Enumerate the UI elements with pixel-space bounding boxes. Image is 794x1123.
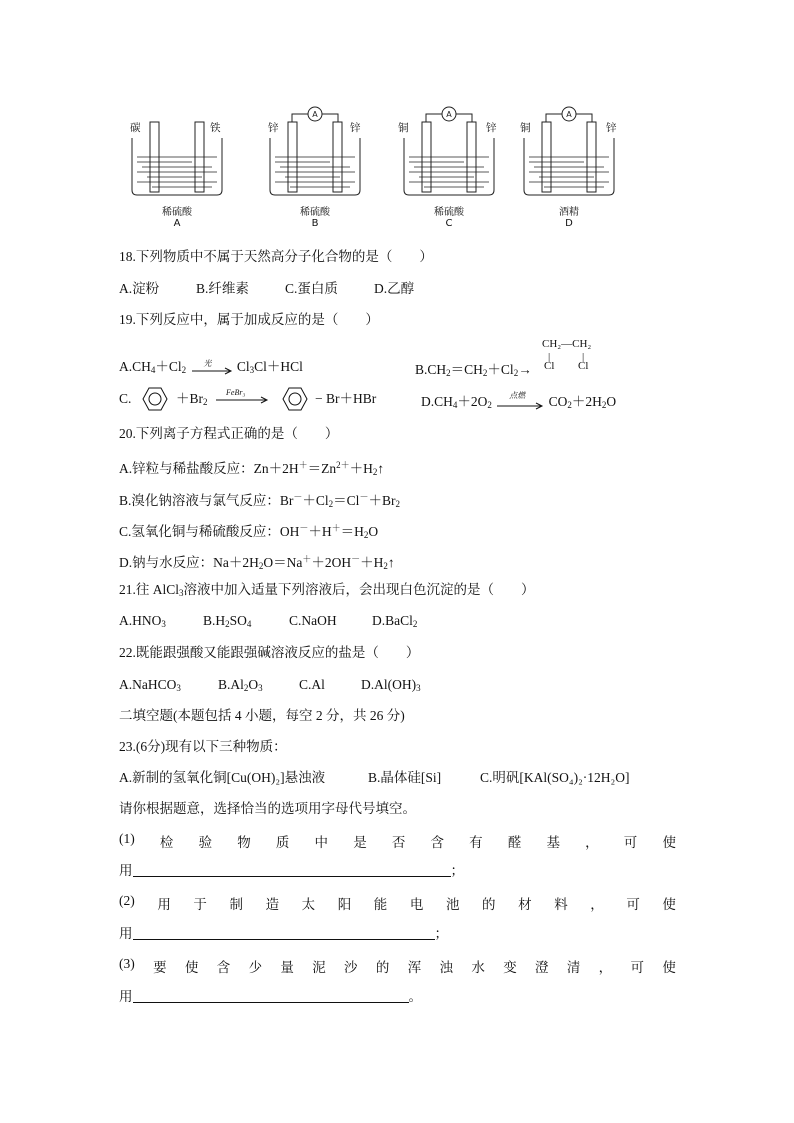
beaker-a — [132, 122, 222, 195]
letter-b: B — [311, 218, 319, 229]
q23-item-1-char: 检 — [159, 835, 174, 850]
q22-stem: 22.既能跟强酸又能跟强碱溶液反应的盐是（ ） — [119, 645, 420, 660]
beaker-d — [524, 107, 614, 195]
q21-stem: 21.往 AlCl$_3$溶液中加入适量下列溶液后，会出现白色沉淀的是（ ） — [119, 582, 535, 598]
solution-b: 稀硫酸 — [300, 207, 330, 218]
q23-item-3-char: 的 — [375, 960, 390, 975]
q23-item-1-char: 质 — [275, 835, 290, 850]
benzene-ring-icon — [275, 386, 315, 412]
q21-option-d: D.BaCl$_2$ — [372, 613, 418, 629]
q23-option-b: B.晶体硅[Si] — [368, 770, 442, 785]
q22-option-b: $B.Al_2O_3$ — [218, 677, 263, 693]
q19-option-d: $D.CH_4+2O_2$ 点燃 $CO_2+2H_2O$ — [421, 390, 617, 410]
answer-blank-3[interactable] — [133, 989, 409, 1003]
q19-option-b: CH₂—CH₂ $B.CH_2=CH_2+Cl_2\to$ | | Cl Cl — [415, 338, 592, 378]
q20-stem: 20.下列离子方程式正确的是（ ） — [119, 426, 339, 441]
q23-item-1-char: 含 — [430, 835, 444, 850]
answer-blank-2[interactable] — [133, 926, 435, 940]
electrode-a-right: 铁 — [210, 122, 221, 134]
q22-option-a: A.NaHCO$_3$ — [119, 677, 181, 693]
q19-option-a: $A.CH_4+Cl_2$ 光 $Cl_3Cl+HCl$ — [119, 358, 303, 375]
q23-item-3-char: 浊 — [439, 960, 454, 975]
meter-label-b: A — [312, 110, 318, 119]
q23-item-3-char: 澄 — [535, 960, 549, 975]
solution-a: 稀硫酸 — [162, 207, 192, 218]
arrow-ignite: 点燃 — [495, 396, 545, 410]
q20-option-a: A.锌粒与稀盐酸反应：$Zn+2H^+=Zn^{2+}+H_2↑$ — [119, 460, 385, 477]
q23-item-3-char: 量 — [280, 960, 294, 975]
answer-blank-1[interactable] — [133, 863, 451, 877]
q23-item-2 — [119, 893, 676, 913]
q23-item-2-char: 能 — [373, 897, 388, 912]
q23-item-2-char: 阳 — [337, 897, 352, 912]
q20-option-c: C.氢氧化铜与稀硫酸反应：$OH^-+H^+=H_2O$ — [119, 523, 379, 540]
q23-item-2-char: 池 — [445, 897, 460, 912]
q23-item-2-char: 可 — [626, 897, 640, 912]
section2-title: 二填空题(本题包括 4 小题，每空 2 分，共 26 分) — [119, 708, 405, 723]
q23-item-3-char: ， — [598, 960, 613, 975]
q23-item-2-char: 使 — [662, 897, 676, 912]
q23-item-2-char: (2) — [119, 893, 135, 908]
q23-item-2-char: 电 — [409, 897, 424, 912]
q23-item-1 — [119, 831, 676, 851]
q21-option-a: $A.HNO_3$ — [119, 613, 166, 629]
q23-item-1-char: (1) — [119, 831, 135, 846]
q23-item-3-char: 要 — [153, 960, 167, 975]
q23-item-3-char: 变 — [503, 960, 517, 975]
q23-item-1-char: ， — [585, 835, 599, 850]
meter-label-d: A — [566, 110, 572, 119]
q21-option-b: $B.H_2SO_4$ — [203, 613, 252, 629]
q23-option-c: C.明矾[KAl(SO₄)₂·12H₂O] — [480, 770, 630, 785]
q23-item-2-char: 的 — [482, 897, 496, 912]
letter-d: D — [565, 218, 573, 229]
q23-item-3-char: 含 — [216, 960, 231, 975]
q23-item-1-char: 验 — [198, 835, 213, 850]
q23-option-a: A.新制的氢氧化铜[Cu(OH)₂]悬浊液 — [119, 770, 326, 785]
q23-item-3-char: 浑 — [407, 960, 422, 975]
q18-stem: 18.下列物质中不属于天然高分子化合物的是（ ） — [119, 249, 433, 264]
q18-option-a: A.淀粉 — [119, 281, 160, 296]
meter-label-c: A — [446, 110, 452, 119]
solution-c: 稀硫酸 — [434, 207, 464, 218]
q23-item-2-char: 材 — [518, 897, 532, 912]
arrow-light: 光 — [190, 361, 234, 375]
q23-item-1-char: 使 — [662, 835, 676, 850]
q21-option-c: C.NaOH — [289, 613, 337, 628]
q23-item-1-char: 否 — [391, 835, 406, 850]
solution-d: 酒精 — [559, 207, 579, 218]
q23-item-3-char: 沙 — [344, 960, 358, 975]
q23-item-2-char: 于 — [193, 897, 207, 912]
q23-item-3-char: 使 — [184, 960, 199, 975]
q23-item-3-char: 少 — [248, 960, 263, 975]
beaker-c — [404, 107, 494, 195]
q23-item-1-char: 可 — [623, 835, 638, 850]
apparatus-diagrams — [100, 105, 660, 235]
q23-item-1-char: 中 — [314, 835, 329, 850]
q23-item-1-char: 是 — [353, 835, 367, 850]
q23-item-3-char: 水 — [471, 960, 485, 975]
letter-c: C — [445, 218, 453, 229]
q18-option-b: B.纤维素 — [196, 281, 249, 296]
electrode-c-left: 铜 — [398, 122, 409, 134]
q23-item-2-char: 料 — [554, 897, 568, 912]
q23-stem: 23.(6分)现有以下三种物质： — [119, 739, 287, 754]
q20-option-d: D.钠与水反应：$Na+2H_2O=Na^++2OH^-+H_2↑$ — [119, 554, 395, 571]
q23-item-3-char: 清 — [566, 960, 581, 975]
q23-item-1-char: 基 — [546, 835, 560, 850]
q22-option-d: $D.Al(OH)_3$ — [361, 677, 421, 693]
q23-item-1-char: 醛 — [507, 835, 522, 850]
q18-option-d: D.乙醇 — [374, 281, 415, 296]
q23-item-3 — [119, 956, 676, 976]
q19-stem: 19.下列反应中，属于加成反应的是（ ） — [119, 312, 379, 327]
q23-item-1-char: 有 — [469, 835, 483, 850]
q23-item-3-char: 泥 — [312, 960, 326, 975]
q23-item-3-char: (3) — [119, 956, 135, 971]
electrode-a-left: 碳 — [130, 122, 141, 134]
electrode-c-right: 锌 — [486, 122, 497, 134]
q23-item-3-char: 使 — [662, 960, 676, 975]
q23-item-2-char: 制 — [229, 897, 243, 912]
q23-item-2-answer: 用 ； — [119, 926, 448, 941]
q22-option-c: C.Al — [299, 677, 325, 692]
electrode-b-left: 锌 — [268, 122, 279, 134]
arrow-febr3: FeBr₃ — [214, 388, 270, 404]
q23-item-2-char: ， — [590, 897, 604, 912]
electrode-d-right: 锌 — [606, 122, 617, 134]
benzene-ring-icon — [135, 386, 175, 412]
letter-a: A — [173, 218, 181, 229]
q23-item-2-char: 用 — [157, 897, 171, 912]
q23-instruction: 请你根据题意，选择恰当的选项用字母代号填空。 — [119, 801, 416, 816]
q23-item-3-char: 可 — [630, 960, 644, 975]
electrode-d-left: 铜 — [520, 122, 531, 134]
q23-item-2-char: 太 — [301, 897, 316, 912]
q23-item-3-answer: 用 。 — [119, 989, 422, 1004]
electrode-b-right: 锌 — [350, 122, 361, 134]
beaker-b — [270, 107, 360, 195]
q18-option-c: C.蛋白质 — [285, 281, 338, 296]
q23-item-1-char: 物 — [237, 835, 251, 850]
q20-option-b: B.溴化钠溶液与氯气反应：$Br^-+Cl_2=Cl^-+Br_2$ — [119, 492, 400, 509]
q23-item-2-char: 造 — [265, 897, 280, 912]
q23-item-1-answer: 用 ； — [119, 863, 464, 878]
